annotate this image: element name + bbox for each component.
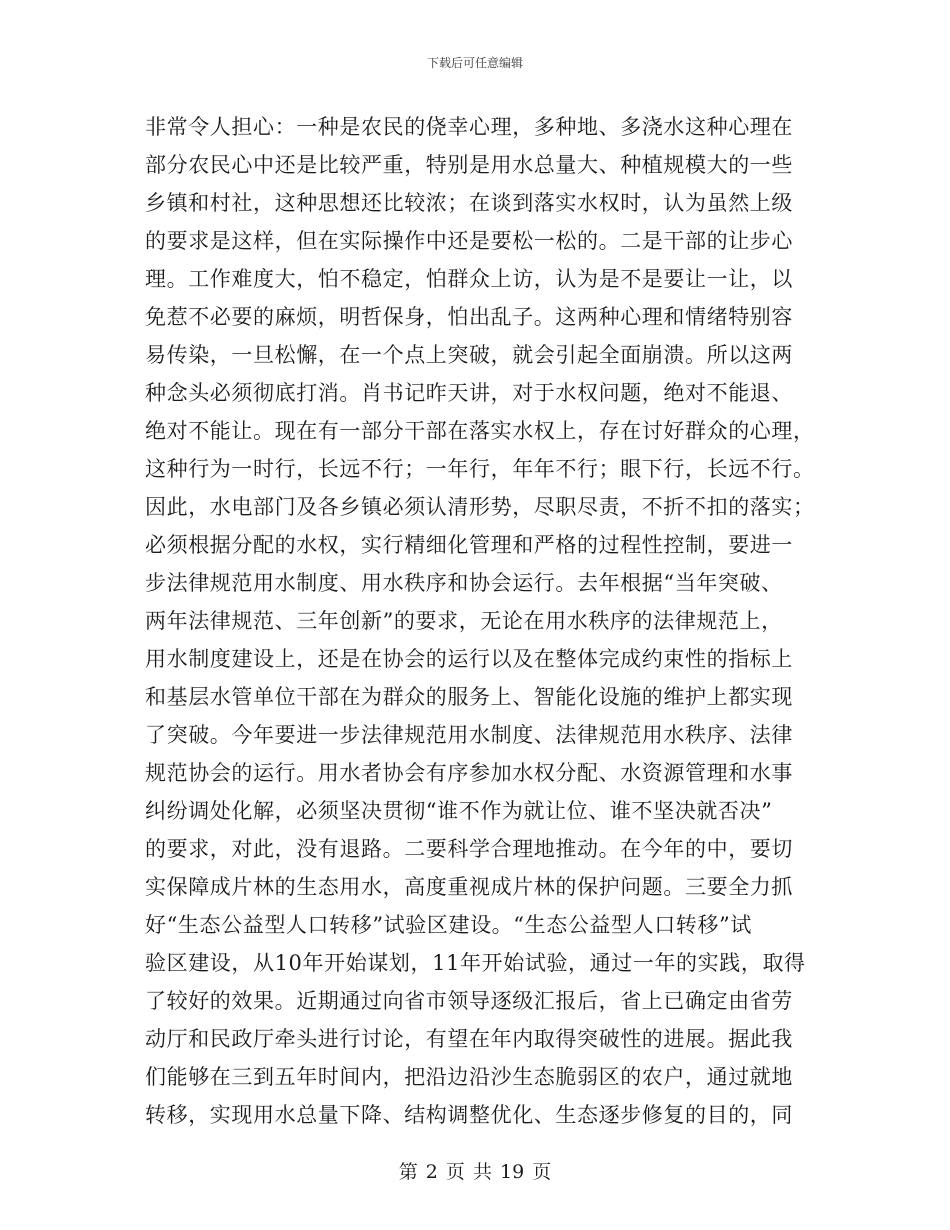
page-number: 第 2 页 共 19 页 (398, 1161, 552, 1183)
text-line: 了突破。今年要进一步法律规范用水制度、法律规范用水秩序、法律 (145, 723, 793, 747)
text-line: 用水制度建设上，还是在协会的运行以及在整体完成约束性的指标上 (145, 647, 793, 671)
page-header-note: 下载后可任意编辑 (426, 56, 523, 70)
text-line: 纠纷调处化解，必须坚决贯彻“谁不作为就让位、谁不坚决就否决” (145, 799, 773, 823)
text-line: 验区建设，从10年开始谋划，11年开始试验，通过一年的实践，取得 (145, 951, 806, 975)
text-line: 了较好的效果。近期通过向省市领导逐级汇报后，省上已确定由省劳 (145, 989, 793, 1013)
text-line: 理。工作难度大，怕不稳定，怕群众上访，认为是不是要让一让，以 (145, 267, 793, 291)
text-line: 因此，水电部门及各乡镇必须认清形势，尽职尽责，不折不扣的落实； (145, 495, 815, 519)
text-line: 实保障成片林的生态用水，高度重视成片林的保护问题。三要全力抓 (145, 875, 793, 899)
text-line: 好“生态公益型人口转移”试验区建设。“生态公益型人口转移”试 (145, 913, 752, 937)
text-line: 绝对不能让。现在有一部分干部在落实水权上，存在讨好群众的心理， (145, 419, 815, 443)
text-line: 和基层水管单位干部在为群众的服务上、智能化设施的维护上都实现 (145, 685, 793, 709)
text-line: 步法律规范用水制度、用水秩序和协会运行。去年根据“当年突破、 (145, 571, 783, 595)
text-line: 动厅和民政厅牵头进行讨论，有望在年内取得突破性的进展。据此我 (145, 1027, 793, 1051)
text-line: 转移，实现用水总量下降、结构调整优化、生态逐步修复的目的，同 (145, 1103, 793, 1127)
text-line: 乡镇和村社，这种思想还比较浓；在谈到落实水权时，认为虽然上级 (145, 191, 793, 215)
text-line: 必须根据分配的水权，实行精细化管理和严格的过程性控制，要进一 (145, 533, 793, 557)
text-line: 两年法律规范、三年创新”的要求，无论在用水秩序的法律规范上， (145, 609, 783, 633)
text-line: 免惹不必要的麻烦，明哲保身，怕出乱子。这两种心理和情绪特别容 (145, 305, 793, 329)
text-line: 种念头必须彻底打消。肖书记昨天讲，对于水权问题，绝对不能退、 (145, 381, 793, 405)
text-line: 这种行为一时行，长远不行；一年行，年年不行；眼下行，长远不行。 (145, 457, 815, 481)
text-line: 规范协会的运行。用水者协会有序参加水权分配、水资源管理和水事 (145, 761, 793, 785)
text-line: 的要求，对此，没有退路。二要科学合理地推动。在今年的中，要切 (145, 837, 793, 861)
text-line: 非常令人担心：一种是农民的侥幸心理，多种地、多浇水这种心理在 (145, 115, 793, 139)
text-line: 们能够在三到五年时间内，把沿边沿沙生态脆弱区的农户，通过就地 (145, 1065, 793, 1089)
text-line: 易传染，一旦松懈，在一个点上突破，就会引起全面崩溃。所以这两 (145, 343, 793, 367)
text-line: 的要求是这样，但在实际操作中还是要松一松的。二是干部的让步心 (145, 229, 793, 253)
text-line: 部分农民心中还是比较严重，特别是用水总量大、种植规模大的一些 (145, 153, 793, 177)
